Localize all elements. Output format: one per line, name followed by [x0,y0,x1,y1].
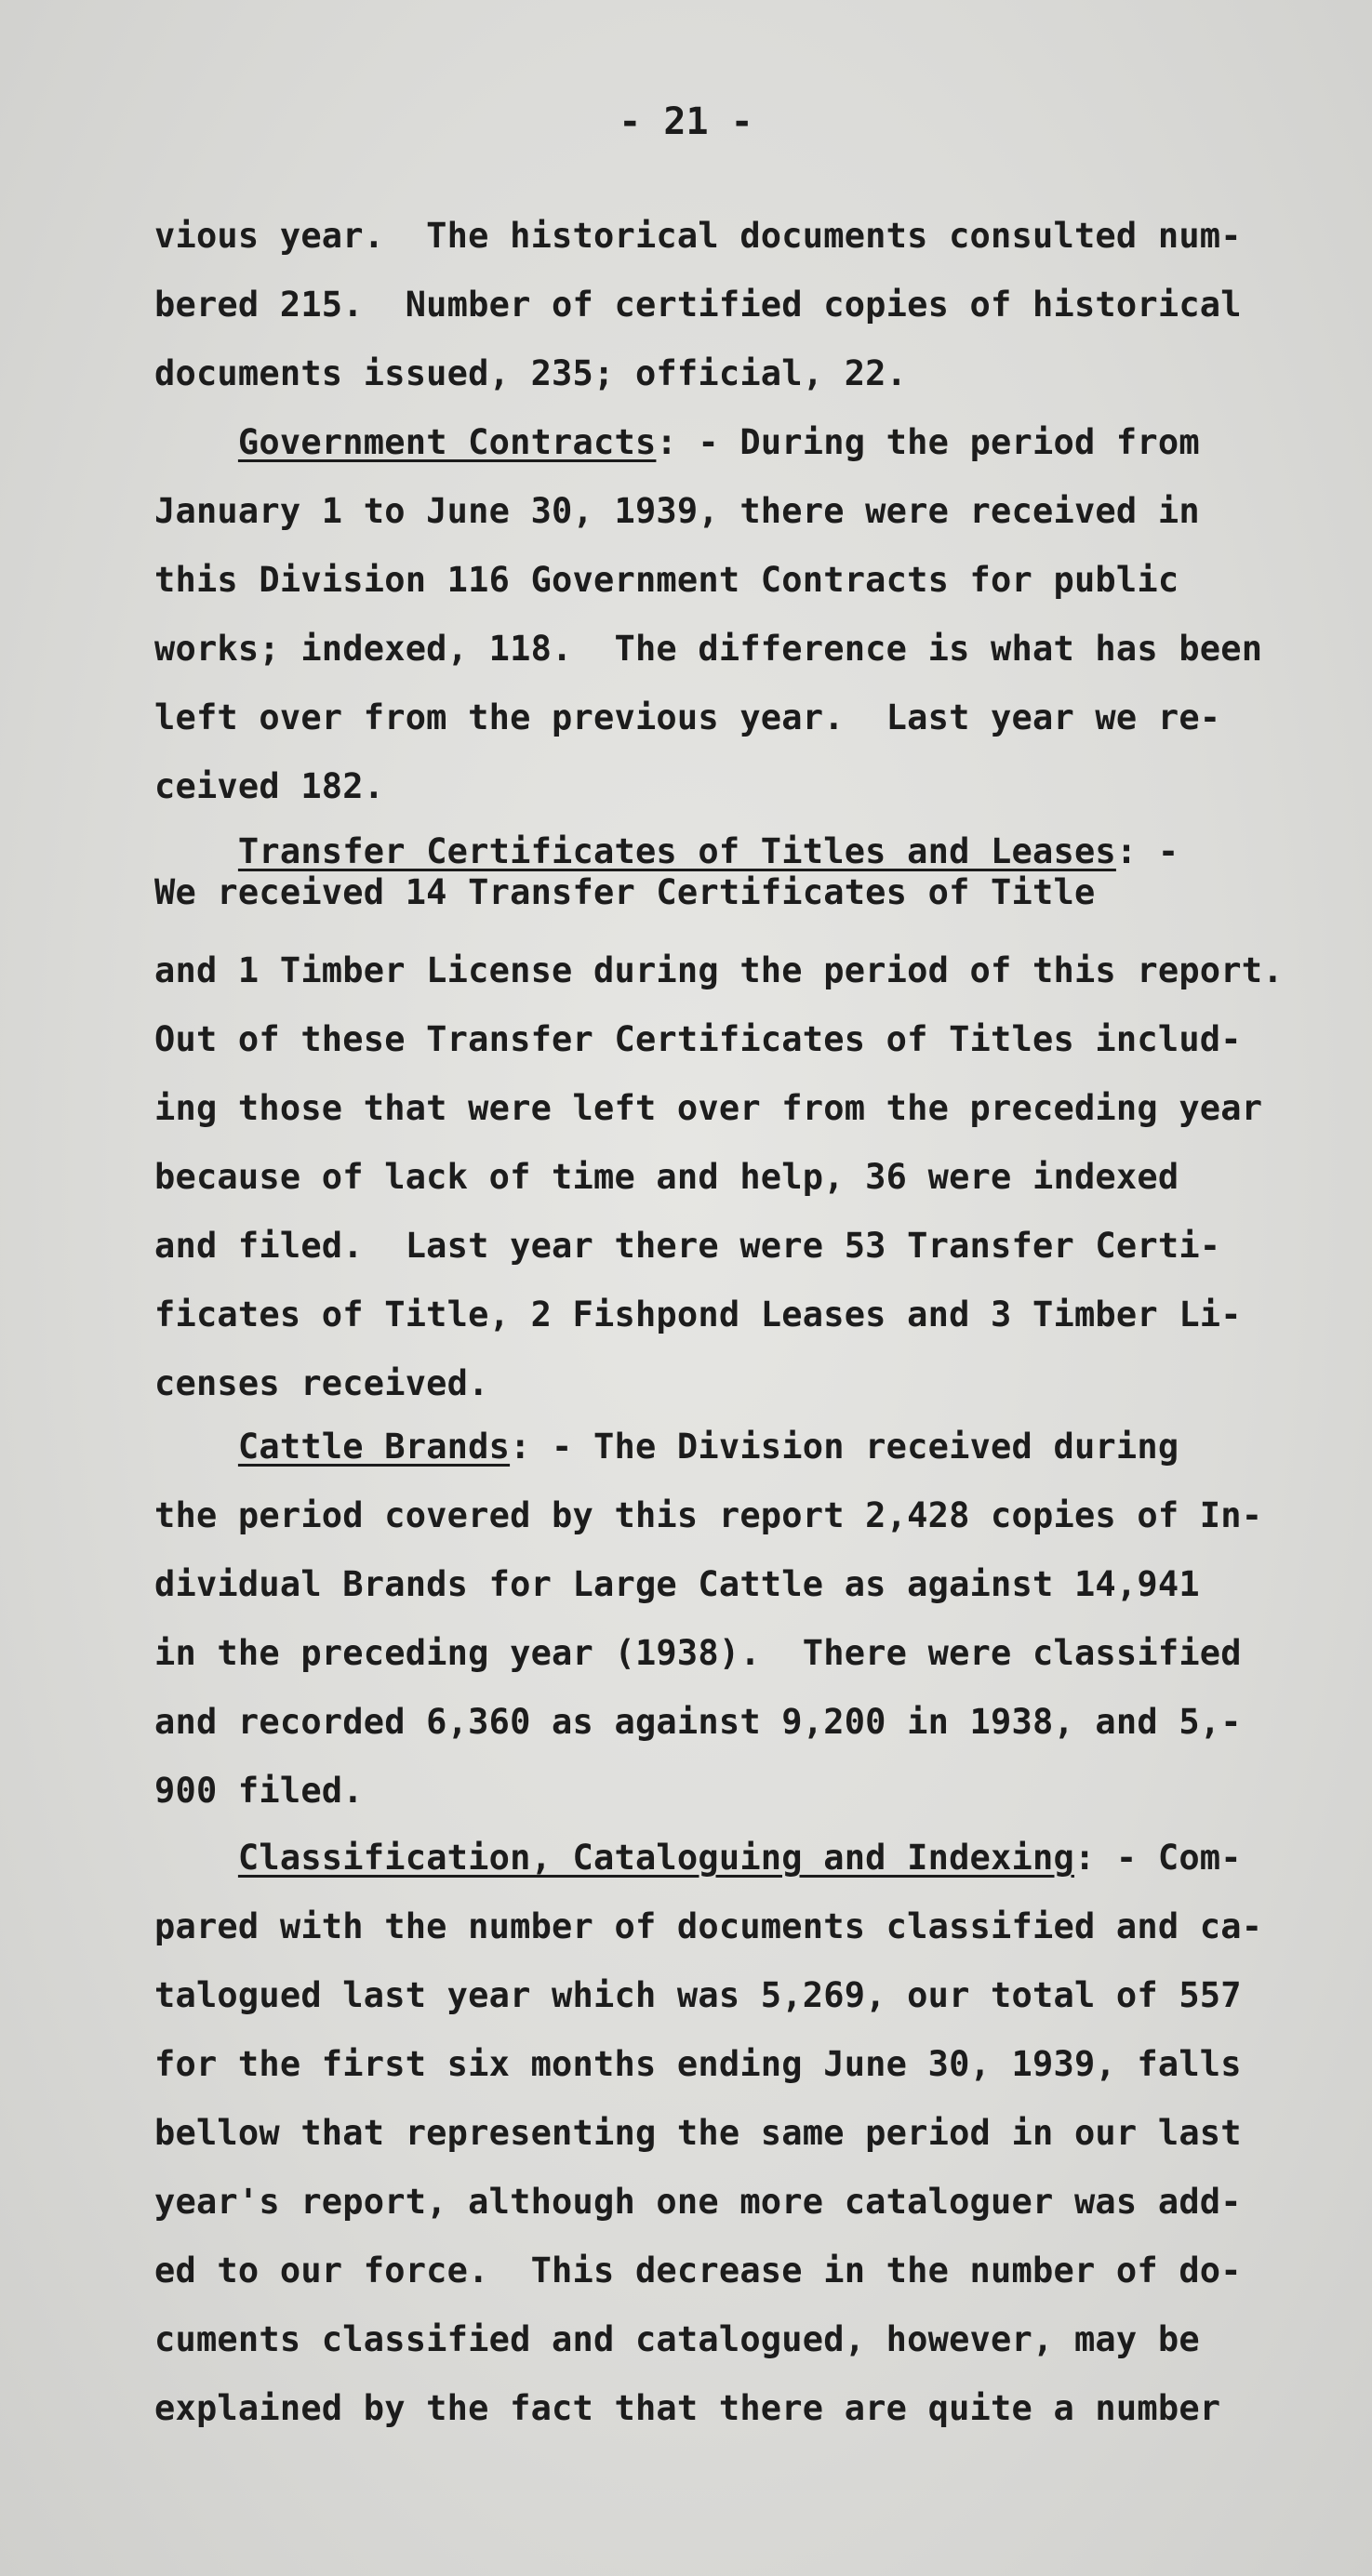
text-line: ficates of Title, 2 Fishpond Leases and 3 Timber Li- [154,1295,1242,1334]
text-line: ed to our force. This decrease in the number of do- [154,2251,1242,2291]
text-line: Out of these Transfer Certificates of Titles includ- [154,1019,1242,1059]
text-line: because of lack of time and help, 36 were indexed [154,1157,1179,1197]
text-line: the period covered by this report 2,428 copies of In- [154,1495,1263,1535]
text-line: bellow that representing the same period in our last [154,2113,1242,2153]
text-line: in the preceding year (1938). There were classified [154,1633,1242,1673]
text-line: documents issued, 235; official, 22. [154,353,908,393]
text-line: Classification, Cataloguing and Indexing: - Com- [237,1838,1242,1878]
text-line: and 1 Timber License during the period of this report. [154,950,1284,990]
text-line: ceived 182. [154,766,385,806]
text-line: and filed. Last year there were 53 Transfer Certi- [154,1226,1221,1266]
text-line: We received 14 Transfer Certificates of Title [154,872,1096,912]
text-line: year's report, although one more cataloguer was add- [154,2182,1242,2222]
text-line: explained by the fact that there are quite a number [154,2388,1221,2428]
text-line: vious year. The historical documents consulted num- [154,216,1242,256]
text-line: pared with the number of documents classified and ca- [154,1906,1263,1946]
page-number: - 21 - [619,100,753,143]
text-line: censes received. [154,1363,489,1403]
text-line: ing those that were left over from the preceding year [154,1088,1263,1128]
section-heading: Transfer Certificates of Titles and Leases [237,831,1116,871]
section-heading: Classification, Cataloguing and Indexing [237,1838,1074,1878]
text-line: and recorded 6,360 as against 9,200 in 1938, and 5,- [154,1702,1242,1742]
section-heading: Cattle Brands [237,1427,511,1467]
text-line: 900 filed. [154,1771,364,1811]
text-line: Transfer Certificates of Titles and Leases: - [237,831,1179,871]
section-heading: Government Contracts [237,422,657,462]
text-line: talogued last year which was 5,269, our total of 557 [154,1975,1242,2015]
text-line: Cattle Brands: - The Division received during [237,1427,1179,1467]
text-line: works; indexed, 118. The difference is what has been [154,629,1263,669]
text-line: Government Contracts: - During the period from [237,422,1200,462]
text-line: bered 215. Number of certified copies of historical [154,285,1242,325]
text-line: cuments classified and catalogued, however, may be [154,2319,1200,2359]
text-line: January 1 to June 30, 1939, there were received in [154,491,1200,531]
text-line: dividual Brands for Large Cattle as against 14,941 [154,1564,1200,1604]
text-line: this Division 116 Government Contracts for public [154,560,1179,600]
text-line: left over from the previous year. Last year we re- [154,697,1221,737]
text-line: for the first six months ending June 30, 1939, falls [154,2044,1242,2084]
